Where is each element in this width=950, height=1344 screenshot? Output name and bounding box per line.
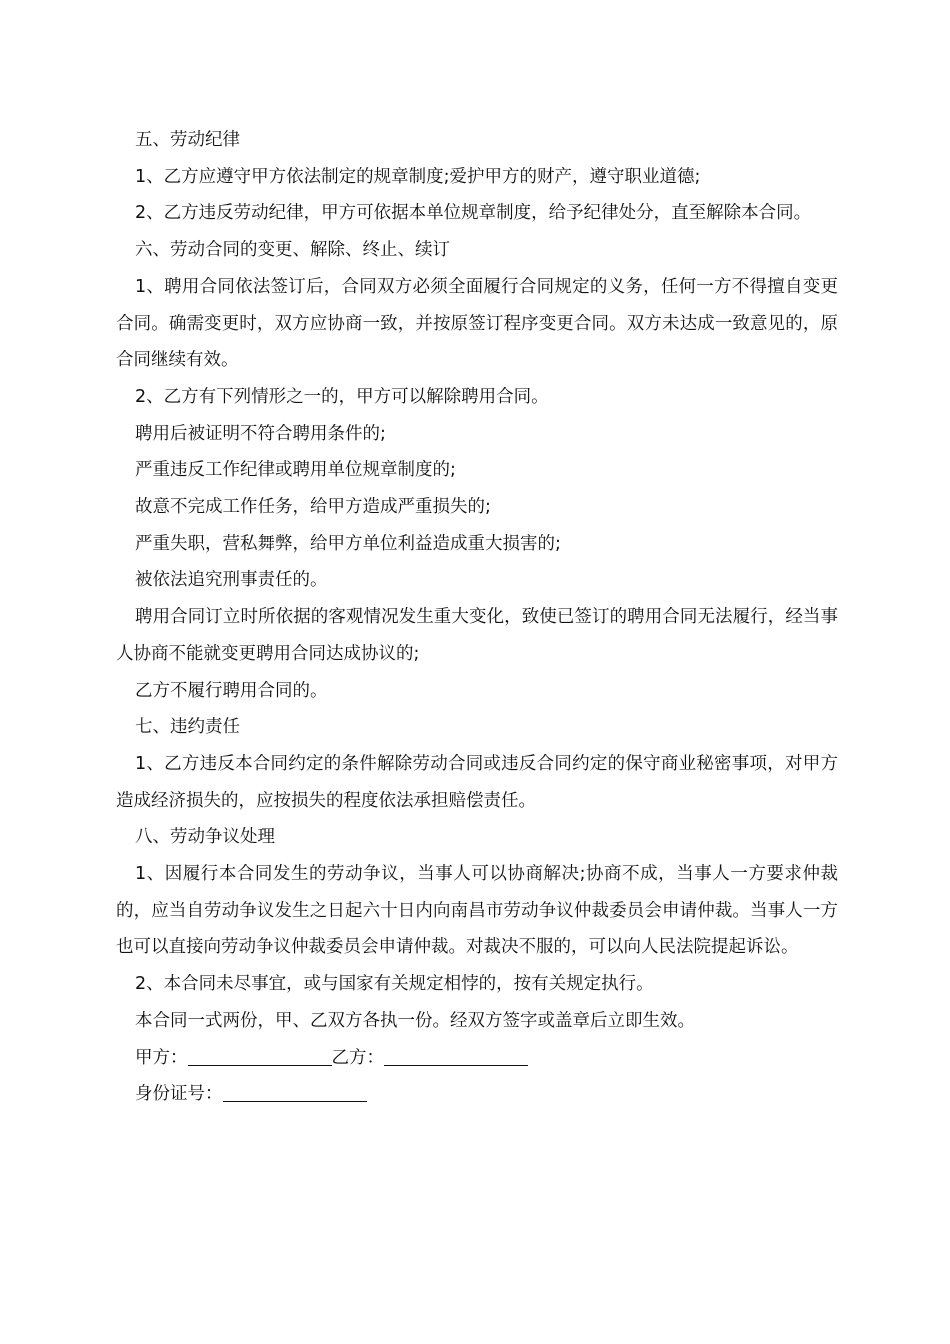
clause-paragraph: 2、本合同未尽事宜，或与国家有关规定相悖的，按有关规定执行。 — [135, 974, 654, 995]
party-a-label: 甲方： — [135, 1047, 188, 1068]
document-body — [116, 122, 838, 1113]
id-number-label: 身份证号： — [135, 1084, 223, 1105]
clause-paragraph: 1、聘用合同依法签订后，合同双方必须全面履行合同规定的义务，任何一方不得擅自变更合同。确需变更时，双方应协商一致，并按原签订程序变更合同。双方未达成一致意见的，原合同继续有效。 — [116, 276, 838, 371]
section-heading-contract-change: 六、劳动合同的变更、解除、终止、续订 — [135, 240, 450, 261]
id-number-line — [223, 1079, 367, 1102]
party-a-signature-line — [188, 1043, 332, 1066]
list-item: 被依法追究刑事责任的。 — [135, 570, 328, 591]
clause-paragraph: 2、乙方违反劳动纪律，甲方可依据本单位规章制度，给予纪律处分，直至解除本合同。 — [135, 203, 812, 224]
clause-paragraph: 本合同一式两份，甲、乙双方各执一份。经双方签字或盖章后立即生效。 — [135, 1010, 695, 1031]
signature-row — [116, 1040, 838, 1077]
clause-paragraph: 1、乙方应遵守甲方依法制定的规章制度;爱护甲方的财产，遵守职业道德; — [135, 166, 701, 187]
party-b-label: 乙方： — [331, 1047, 384, 1068]
section-heading-breach: 七、违约责任 — [135, 717, 240, 738]
list-item: 故意不完成工作任务，给甲方造成严重损失的; — [135, 497, 491, 518]
id-number-row — [116, 1076, 838, 1113]
list-item: 聘用合同订立时所依据的客观情况发生重大变化，致使已签订的聘用合同无法履行，经当事人协商不能就变更聘用合同达成协议的; — [116, 607, 838, 664]
list-item: 严重违反工作纪律或聘用单位规章制度的; — [135, 460, 456, 481]
list-item: 乙方不履行聘用合同的。 — [135, 680, 328, 701]
clause-paragraph: 1、因履行本合同发生的劳动争议，当事人可以协商解决;协商不成，当事人一方要求仲裁的，应当自劳动争议发生之日起六十日内向南昌市劳动争议仲裁委员会申请仲裁。当事人一方也可以直接向劳动争议仲裁委员会申请仲裁。对裁决不服的，可以向人民法院提起诉讼。 — [116, 864, 838, 958]
section-heading-discipline: 五、劳动纪律 — [135, 130, 240, 150]
clause-paragraph: 2、乙方有下列情形之一的，甲方可以解除聘用合同。 — [135, 386, 549, 407]
list-item: 严重失职，营私舞弊，给甲方单位利益造成重大损害的; — [135, 533, 561, 554]
list-item: 聘用后被证明不符合聘用条件的; — [135, 423, 386, 444]
section-heading-dispute: 八、劳动争议处理 — [135, 827, 275, 848]
party-b-signature-line — [384, 1043, 528, 1066]
clause-paragraph: 1、乙方违反本合同约定的条件解除劳动合同或违反合同约定的保守商业秘密事项，对甲方造成经济损失的，应按损失的程度依法承担赔偿责任。 — [116, 753, 838, 811]
